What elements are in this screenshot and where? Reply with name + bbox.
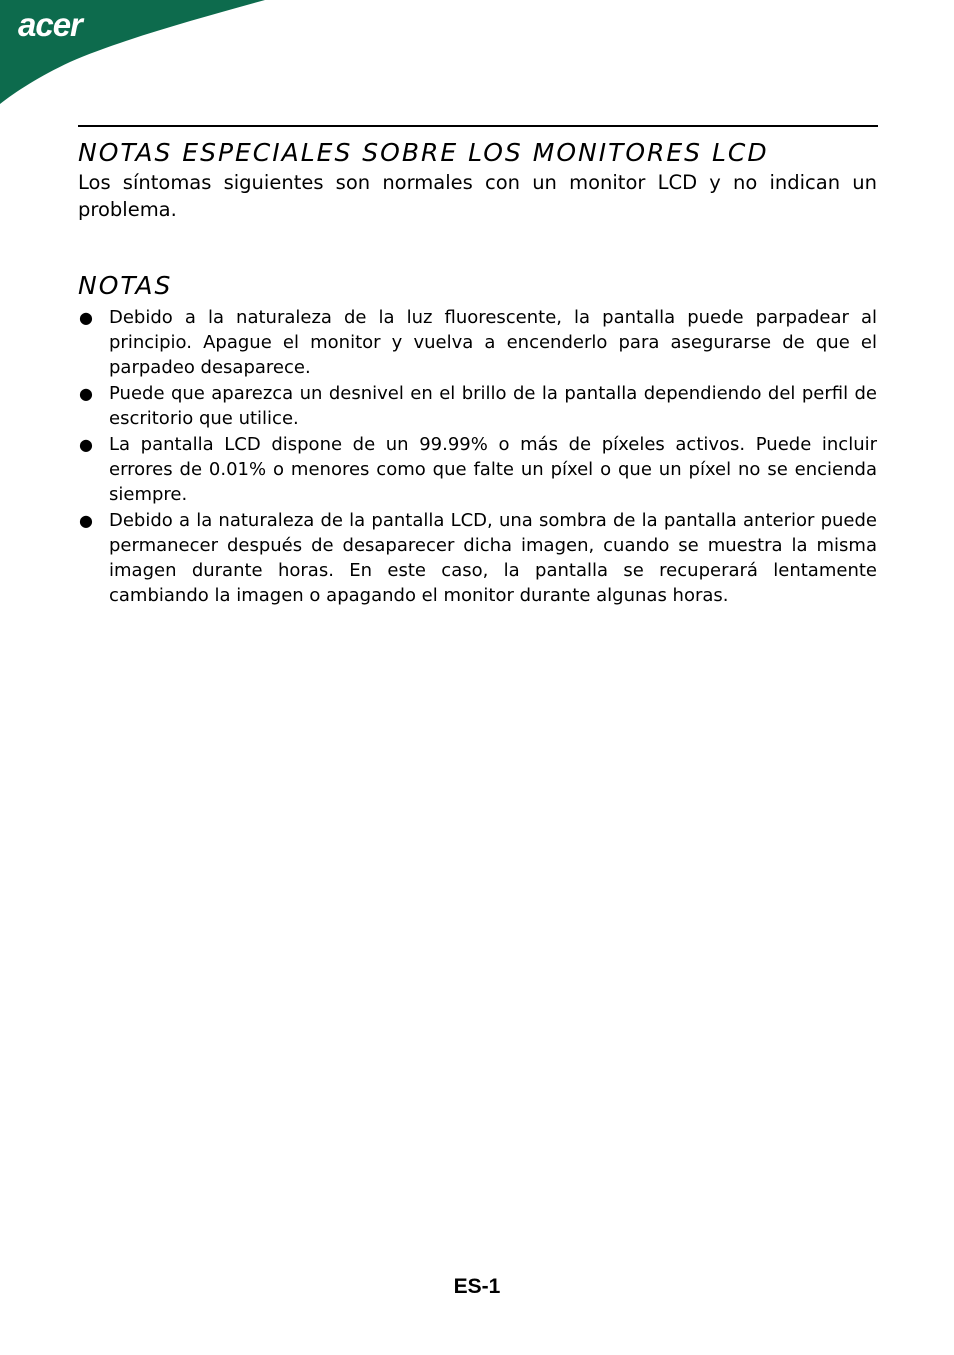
page-content — [78, 137, 877, 609]
section-title: NOTAS ESPECIALES SOBRE LOS MONITORES LCD — [78, 138, 769, 167]
header-divider — [78, 125, 878, 127]
list-item — [78, 305, 877, 380]
note-text: Puede que aparezca un desnivel en el brillo de la pantalla dependiendo del perfil de escritorio que utilice. — [109, 383, 877, 429]
note-text: Debido a la naturaleza de la luz fluorescente, la pantalla puede parpadear al principio. Apague el monitor y vuelva a encenderlo para asegurarse de que el parpadeo desaparece. — [109, 307, 877, 378]
note-text: La pantalla LCD dispone de un 99.99% o más de píxeles activos. Puede incluir errores de 0.01% o menores como que falte un píxel o que un píxel no se encienda siempre. — [109, 434, 877, 505]
bullet-icon: ● — [79, 384, 93, 403]
acer-logo: acer — [18, 6, 82, 43]
page-number: ES-1 — [453, 1275, 501, 1298]
bullet-icon: ● — [79, 435, 93, 454]
bullet-icon: ● — [79, 308, 93, 327]
notes-list — [78, 305, 877, 608]
section-intro: Los síntomas siguientes son normales con un monitor LCD y no indican un problema. — [78, 171, 877, 221]
bullet-icon: ● — [79, 511, 93, 530]
note-text: Debido a la naturaleza de la pantalla LCD, una sombra de la pantalla anterior puede permanecer después de desaparecer dicha imagen, cuando se muestra la misma imagen durante horas. En este caso, la pantalla se recuperará lentamente cambiando la imagen o apagando el monitor durante algunas horas. — [109, 510, 877, 606]
list-item — [78, 508, 877, 608]
notes-title: NOTAS — [78, 271, 173, 300]
list-item — [78, 432, 877, 507]
list-item — [78, 381, 877, 431]
